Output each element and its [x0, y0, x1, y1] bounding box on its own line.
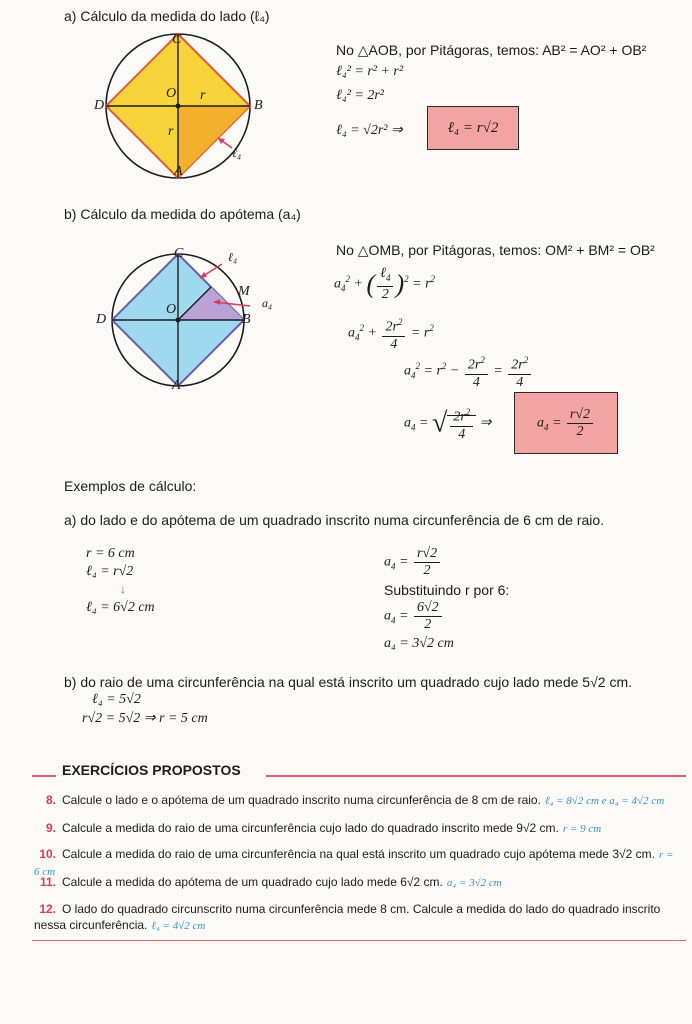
example-a-apothem-formula: $a_4$ = $\frac{r√2}{2}$	[384, 546, 442, 579]
pyth-a-result: ℓ₄ = r√2	[447, 119, 499, 136]
exercise-answer: ℓ₄ = 4√2 cm	[151, 920, 206, 932]
exercise-number: 12.	[39, 902, 56, 916]
example-b-line-2: r√2 = 5√2 ⇒ r = 5 cm	[82, 711, 208, 726]
fig2-label-o: O	[166, 302, 177, 317]
examples-title: Exemplos de cálculo:	[64, 478, 197, 494]
exercise-number: 10.	[39, 847, 56, 861]
fig1-label-a: A	[174, 164, 183, 179]
exercises-left-rule	[32, 775, 56, 777]
exercise-item	[34, 820, 680, 837]
fig2-label-m: M	[238, 284, 250, 299]
fig1-label-r-horizontal: r	[200, 88, 206, 103]
fig1-label-o: O	[166, 86, 177, 101]
pyth-b-step-2: $a_4^2$ + $\frac{2r^2}{4}$ = $r^2$	[348, 314, 434, 353]
pyth-b-intro: No △OMB, por Pitágoras, temos: OM² + BM² = OB²	[336, 242, 655, 258]
bottom-rule	[32, 940, 686, 941]
fig2-label-b: B	[242, 312, 251, 327]
exercise-number: 11.	[39, 875, 56, 889]
pyth-a-intro: No △AOB, por Pitágoras, temos: AB² = AO² + OB²	[336, 42, 647, 58]
exercise-item	[34, 792, 680, 809]
exercises-title: EXERCÍCIOS PROPOSTOS	[62, 762, 241, 778]
pyth-a-result-box	[427, 106, 519, 150]
exercise-number: 9.	[45, 821, 56, 835]
fig2-label-c: C	[174, 246, 184, 261]
exercise-text: Calcule a medida do apótema de um quadrado cujo lado mede 6√2 cm.	[62, 875, 443, 889]
section-b-heading: b) Cálculo da medida do apótema (a₄)	[64, 206, 301, 222]
example-a-l-line: ℓ₄ = r√2	[86, 564, 134, 579]
exercise-item	[34, 874, 680, 891]
fig1-label-r-vertical: r	[168, 124, 174, 139]
fig1-label-b: B	[254, 98, 263, 113]
fig2-label-d: D	[96, 312, 107, 327]
pyth-b-result-box	[514, 392, 618, 454]
fig1-label-d: D	[94, 98, 105, 113]
example-a-statement: a) do lado e do apótema de um quadrado inscrito numa circunferência de 6 cm de raio.	[64, 512, 605, 528]
fig2-label-a: A	[172, 378, 181, 393]
pyth-a-line-1: ℓ₄² = r² + r²	[336, 64, 404, 79]
example-a-l-result: ℓ₄ = 6√2 cm	[86, 600, 155, 615]
example-a-r-line: r = 6 cm	[86, 546, 135, 561]
pyth-b-step-1: $a_4^2$ + ( $\frac{\ell_4}{2}$ )$^2 = r^2$	[334, 266, 436, 302]
example-b-line-1: ℓ₄ = 5√2	[92, 692, 141, 707]
example-b-statement: b) do raio de uma circunferência na qual está inscrito um quadrado cujo lado mede 5√2 cm.	[64, 674, 632, 690]
pyth-b-step-4: $a_4$ = √ $\frac{2r^2}{4}$ ⇒	[404, 404, 492, 443]
example-a-final: a₄ = 3√2 cm	[384, 636, 454, 651]
pyth-b-step-3: $a_4^2 = r^2$ − $\frac{2r^2}{4}$ = $\frac{2r^2}{4}$	[404, 352, 533, 391]
exercise-answer: ℓ₄ = 8√2 cm e a₄ = 4√2 cm	[544, 795, 665, 807]
exercises-right-rule	[266, 775, 686, 777]
fig1-label-l4: ℓ₄	[232, 146, 242, 160]
exercise-answer: r = 9 cm	[562, 823, 602, 835]
section-a-heading: a) Cálculo da medida do lado (ℓ₄)	[64, 8, 270, 24]
down-arrow-icon: ↓	[120, 582, 126, 596]
exercise-text: Calcule a medida do raio de uma circunferência cujo lado do quadrado inscrito mede 9√2 cm.	[62, 821, 559, 835]
pyth-b-result-rendered: $a_4$ = $\frac{r√2}{2}$	[537, 407, 595, 440]
exercise-text: Calcule o lado e o apótema de um quadrado inscrito numa circunferência de 8 cm de raio.	[62, 793, 541, 807]
fig1-label-c: C	[172, 32, 182, 47]
inscribed-square-figure-1	[100, 26, 270, 186]
example-a-substitution: Substituindo r por 6:	[384, 582, 510, 598]
exercise-number: 8.	[45, 793, 56, 807]
exercise-text: O lado do quadrado circunscrito numa circunferência mede 8 cm. Calcule a medida do lado do quadrado inscrito nessa circunferência.	[34, 902, 661, 932]
exercise-answer: a₄ = 3√2 cm	[446, 877, 502, 889]
fig2-label-l4: ℓ₄	[228, 250, 238, 264]
exercise-item	[34, 901, 680, 934]
exercise-answer: r = 6 cm	[34, 849, 674, 878]
pyth-a-line-3: ℓ₄ = √2r² ⇒	[336, 123, 403, 138]
fig2-label-a4: a₄	[262, 296, 273, 310]
example-a-apothem-substituted: $a_4$ = $\frac{6√2}{2}$	[384, 600, 444, 633]
inscribed-square-figure-2	[100, 244, 280, 394]
exercise-text: Calcule a medida do raio de uma circunferência na qual está inscrito um quadrado cujo apótema mede 3√2 cm.	[62, 847, 655, 861]
pyth-a-line-2: ℓ₄² = 2r²	[336, 88, 384, 103]
